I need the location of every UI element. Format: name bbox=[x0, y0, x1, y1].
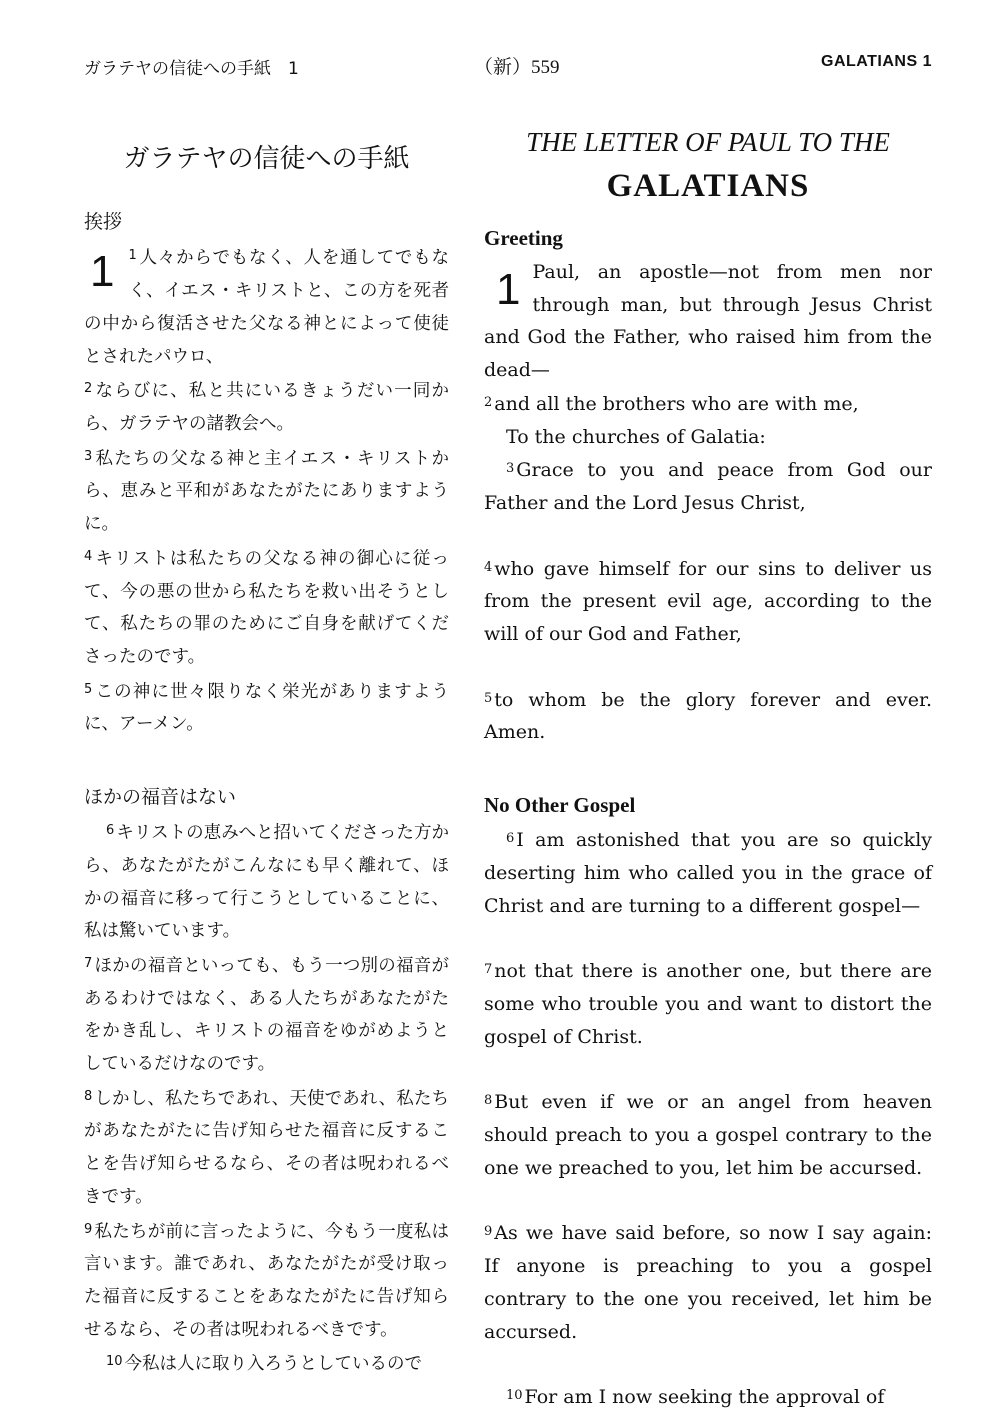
jp-verse bbox=[84, 815, 449, 948]
japanese-column bbox=[84, 135, 449, 1381]
en-verse-number: 4 bbox=[484, 559, 493, 575]
header-en-book: GALATIANS 1 bbox=[821, 53, 932, 70]
jp-verse-text: 私たちの父なる神と主イエス・キリストから、恵みと平和があなたがたにありますように。 bbox=[84, 448, 449, 535]
jp-chapter-number: 1 bbox=[90, 247, 115, 297]
en-verse-text: to whom be the glory forever and ever. Amen. bbox=[484, 688, 932, 744]
en-verse-number: 3 bbox=[506, 461, 515, 477]
en-title-line1: THE LETTER OF PAUL TO THE bbox=[526, 127, 890, 157]
jp-verse-number: 9 bbox=[84, 1221, 93, 1237]
jp-verse-text: しかし、私たちであれ、天使であれ、私たちがあなたがたに告げ知らせた福音に反することを告げ知らせるなら、その者は呪われるべきです。 bbox=[84, 1088, 449, 1207]
jp-verse bbox=[84, 240, 449, 373]
en-verse bbox=[484, 421, 932, 454]
jp-verse-number: 10 bbox=[106, 1354, 123, 1370]
jp-section-heading: 挨拶 bbox=[84, 211, 123, 234]
jp-verse bbox=[84, 1214, 449, 1347]
en-verse-text: who gave himself for our sins to deliver us from the present evil age, according to the will of our God and Father, bbox=[484, 557, 932, 646]
en-verse-number: 6 bbox=[506, 831, 515, 847]
jp-verse-number: 6 bbox=[106, 823, 115, 839]
jp-verse-number: 5 bbox=[84, 681, 93, 697]
en-verse-number: 9 bbox=[484, 1224, 493, 1240]
en-section-heading: Greeting bbox=[484, 226, 563, 250]
en-verse bbox=[484, 1085, 932, 1184]
en-verse-number: 5 bbox=[484, 690, 493, 706]
en-verse-text: and all the brothers who are with me, bbox=[494, 392, 859, 415]
en-verse bbox=[484, 256, 932, 387]
jp-book-title: ガラテヤの信徒への手紙 bbox=[123, 144, 410, 174]
en-section-heading: No Other Gospel bbox=[484, 793, 636, 818]
en-verse-text: I am astonished that you are so quickly deserting him who called you in the grace of Christ and are turning to a different gospel— bbox=[484, 829, 932, 917]
jp-verse bbox=[84, 1346, 449, 1381]
jp-verse-number: 7 bbox=[84, 955, 93, 971]
jp-verse bbox=[84, 373, 449, 440]
en-verse-text: As we have said before, so now I say again: If anyone is preaching to you a gospel contrary to the one you received, let him be accursed. bbox=[484, 1222, 932, 1343]
en-verse bbox=[484, 954, 932, 1053]
en-verse bbox=[484, 1216, 932, 1348]
jp-verse-text: 今私は人に取り入ろうとしているので bbox=[124, 1354, 423, 1375]
page-header bbox=[84, 52, 932, 82]
en-verse bbox=[484, 823, 932, 922]
en-verse-text: To the churches of Galatia: bbox=[506, 425, 766, 448]
jp-verse-text: ほかの福音といっても、もう一つ別の福音があるわけではなく、ある人たちがあなたがたをかき乱し、キリストの福音をゆがめようとしているだけなのです。 bbox=[84, 955, 449, 1075]
en-verse-number: 10 bbox=[506, 1388, 523, 1404]
page-number: （新）559 bbox=[474, 57, 560, 78]
en-verse bbox=[484, 683, 932, 749]
jp-verse-number: 2 bbox=[84, 381, 93, 397]
jp-verse-text: 人々からでもなく、人を通してでもなく、イエス・キリストと、この方を死者の中から復活させた父なる神とによって使徒とされたパウロ、 bbox=[84, 248, 449, 367]
jp-verse-text: この神に世々限りなく栄光がありますように、アーメン。 bbox=[84, 681, 449, 735]
en-verse-text: not that there is another one, but there are some who trouble you and want to distort the gospel of Christ. bbox=[484, 960, 932, 1048]
jp-verse-number: 3 bbox=[84, 448, 93, 464]
en-verse bbox=[484, 1380, 932, 1414]
jp-verse-text: キリストは私たちの父なる神の御心に従って、今の悪の世から私たちを救い出そうとして、私たちの罪のためにご自身を献げてくださったのです。 bbox=[84, 548, 449, 667]
jp-verse bbox=[84, 674, 449, 741]
jp-verse bbox=[84, 541, 449, 674]
en-verse-number: 8 bbox=[484, 1093, 493, 1109]
en-verse-text: Paul, an apostle—not from men nor through man, but through Jesus Christ and God the Father, who raised him from the dead— bbox=[484, 261, 932, 382]
jp-verse bbox=[84, 948, 449, 1081]
en-verse-number: 2 bbox=[484, 394, 493, 410]
english-column bbox=[484, 120, 932, 1414]
jp-verse-text: キリストの恵みへと招いてくださった方から、あなたがたがこんなにも早く離れて、ほかの福音に移って行こうとしていることに、私は驚いています。 bbox=[84, 823, 449, 942]
en-verse bbox=[484, 387, 932, 421]
en-verse-text: For am I now seeking the approval of bbox=[524, 1386, 885, 1409]
en-verse bbox=[484, 453, 932, 519]
en-verse-number: 7 bbox=[484, 962, 493, 978]
jp-verse-text: 私たちが前に言ったように、今もう一度私は言います。誰であれ、あなたがたが受け取った福音に反することをあなたがたに告げ知らせるなら、その者は呪われるべきです。 bbox=[84, 1221, 449, 1340]
jp-verse-text: ならびに、私と共にいるきょうだい一同から、ガラテヤの諸教会へ。 bbox=[84, 381, 449, 434]
header-jp-book: ガラテヤの信徒への手紙 1 bbox=[84, 59, 299, 79]
en-book-title: GALATIANS bbox=[606, 168, 810, 204]
en-verse-text: But even if we or an angel from heaven should preach to you a gospel contrary to the one we preached to you, let him be accursed. bbox=[484, 1091, 932, 1179]
jp-section-heading: ほかの福音はない bbox=[84, 786, 237, 809]
jp-verse bbox=[84, 441, 449, 541]
jp-verse-number: 4 bbox=[84, 548, 93, 564]
jp-verse-number: 1 bbox=[128, 248, 137, 264]
en-chapter-number: 1 bbox=[496, 265, 521, 314]
en-verse-text: Grace to you and peace from God our Father and the Lord Jesus Christ, bbox=[484, 459, 932, 514]
jp-verse-number: 8 bbox=[84, 1088, 93, 1104]
en-verse bbox=[484, 552, 932, 651]
jp-verse bbox=[84, 1081, 449, 1214]
